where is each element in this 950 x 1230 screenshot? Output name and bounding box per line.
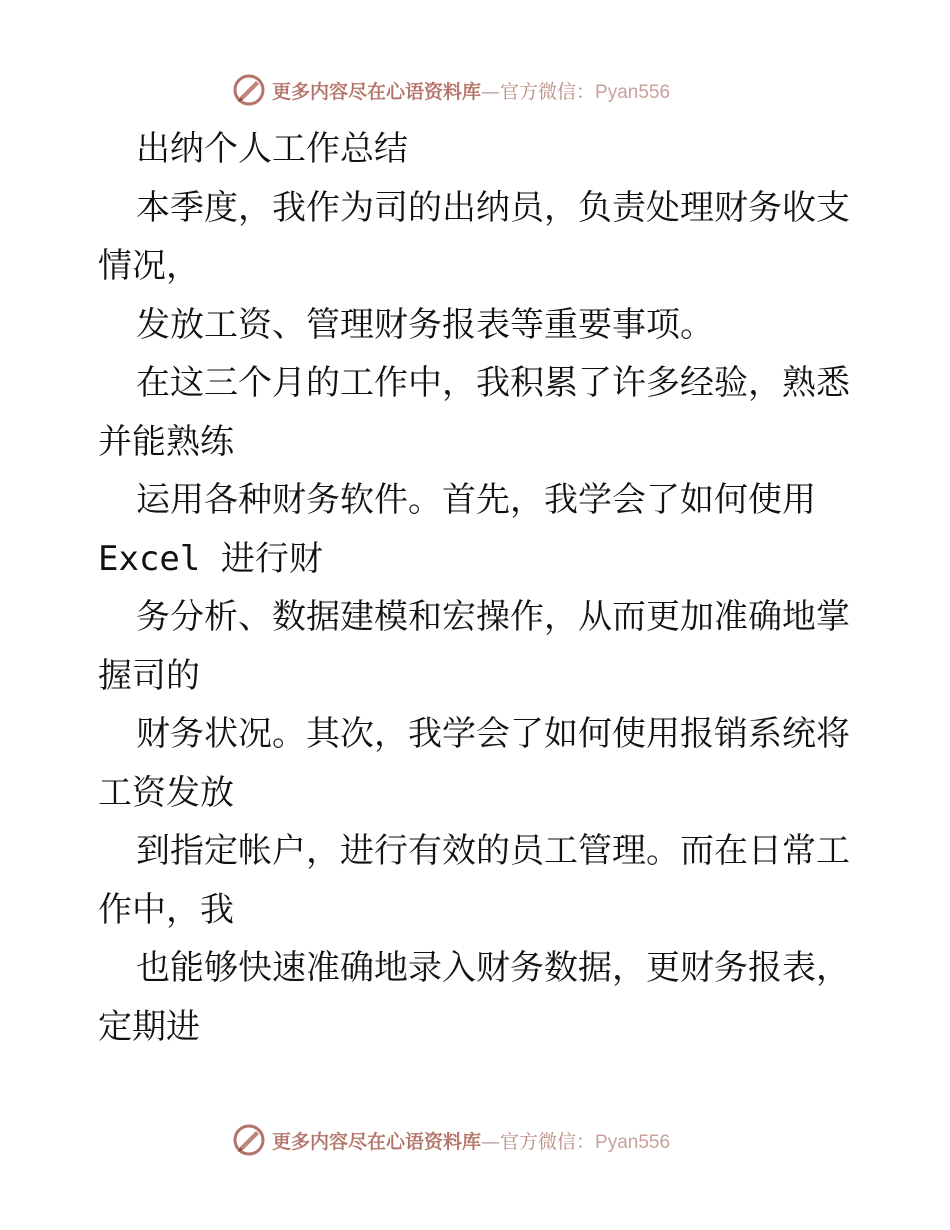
- paragraph-line: 到指定帐户，进行有效的员工管理。而在日常工: [136, 831, 850, 871]
- watermark-separator: —: [481, 1130, 501, 1153]
- watermark-plain-text: 官方微信：: [500, 80, 596, 103]
- paragraph-line: 握司的: [98, 655, 200, 696]
- paragraph-line: 并能熟练: [98, 421, 234, 462]
- watermark-plain-text: 官方微信：: [500, 1130, 596, 1153]
- watermark-bold-text: 更多内容尽在心语资料库: [272, 80, 482, 103]
- watermark-text: [272, 77, 670, 104]
- header-watermark: [232, 70, 670, 110]
- quill-pen-logo-icon: [232, 73, 266, 107]
- paragraph-line: 发放工资、管理财务报表等重要事项。: [136, 304, 714, 345]
- quill-pen-logo-icon: [232, 1123, 266, 1157]
- paragraph-line: 作中，我: [98, 889, 234, 930]
- paragraph-line: 在这三个月的工作中，我积累了许多经验，熟悉: [136, 363, 850, 403]
- paragraph-line: Excel 进行财: [98, 538, 323, 579]
- watermark-bold-text: 更多内容尽在心语资料库: [272, 1130, 482, 1153]
- watermark-wechat-id: Pyan556: [595, 81, 671, 103]
- paragraph-line: 本季度，我作为司的出纳员，负责处理财务收支: [136, 187, 850, 228]
- paragraph-line: 也能够快速准确地录入财务数据，更财务报表，: [136, 948, 850, 988]
- watermark-wechat-id: Pyan556: [595, 1131, 671, 1153]
- paragraph-line: 运用各种财务软件。首先，我学会了如何使用: [136, 480, 816, 520]
- paragraph-line: 情况，: [98, 246, 200, 286]
- paragraph-line: 出纳个人工作总结: [136, 129, 408, 169]
- watermark-text: [272, 1127, 670, 1154]
- footer-watermark: [232, 1120, 670, 1160]
- paragraph-line: 定期进: [98, 1006, 200, 1047]
- watermark-separator: —: [481, 80, 501, 103]
- document-body: [98, 120, 858, 1056]
- paragraph-line: 务分析、数据建模和宏操作，从而更加准确地掌: [136, 597, 850, 637]
- paragraph-line: 工资发放: [98, 772, 234, 813]
- paragraph-line: 财务状况。其次，我学会了如何使用报销系统将: [136, 714, 850, 754]
